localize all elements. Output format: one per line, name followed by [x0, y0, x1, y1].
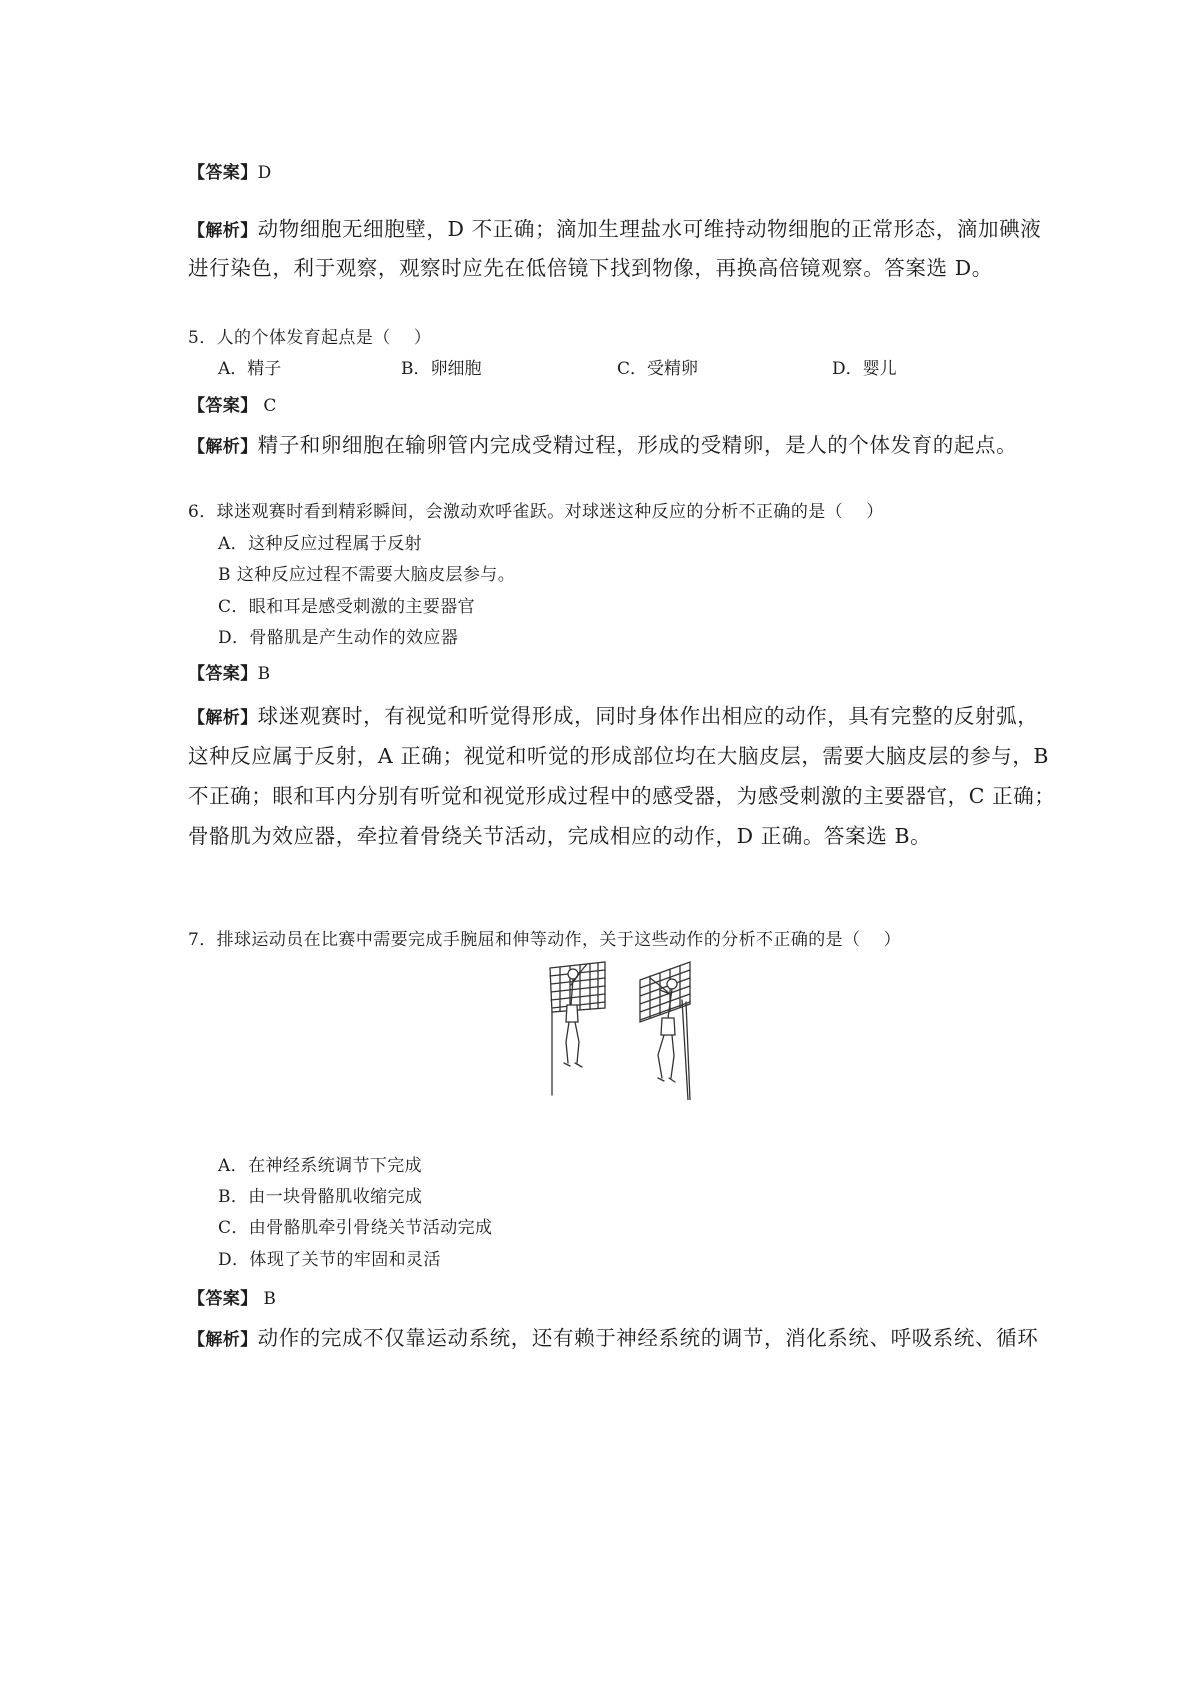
- q6-answer: [188, 659, 271, 684]
- q6-analysis-line-1: [188, 699, 1038, 729]
- q4-analysis-line-1: [188, 212, 1041, 242]
- analysis-tag: 【解析】: [188, 1330, 258, 1350]
- q6-analysis-line-2: 这种反应属于反射，A 正确；视觉和听觉的形成部位均在大脑皮层，需要大脑皮层的参与，B: [188, 744, 1050, 768]
- q5-option-d: D．婴儿: [832, 359, 897, 379]
- answer-value: B: [257, 664, 271, 684]
- q7-answer: [188, 1284, 276, 1309]
- answer-value: B: [257, 1289, 277, 1309]
- answer-tag: 【答案】: [188, 396, 258, 416]
- q6-analysis-line-4: 骨骼肌为效应器，牵拉着骨绕关节活动，完成相应的动作，D 正确。答案选 B。: [188, 824, 932, 848]
- q7-option-a: A．在神经系统调节下完成: [218, 1156, 423, 1176]
- q6-option-a: A．这种反应过程属于反射: [218, 534, 423, 554]
- q5-option-b: B．卵细胞: [401, 359, 482, 379]
- q6-analysis-line-3: 不正确；眼和耳内分别有听觉和视觉形成过程中的感受器，为感受刺激的主要器官，C 正确；: [188, 784, 1056, 808]
- q5-analysis: [188, 428, 1017, 458]
- q7-option-d: D．体现了关节的牢固和灵活: [218, 1250, 441, 1270]
- analysis-text: 动物细胞无细胞壁，D 不正确；滴加生理盐水可维持动物细胞的正常形态，滴加碘液: [257, 217, 1042, 241]
- left-player: [564, 964, 587, 1067]
- q4-analysis-line-2: 进行染色，利于观察，观察时应先在低倍镜下找到物像，再换高倍镜观察。答案选 D。: [188, 256, 993, 280]
- volleyball-players-illustration: [540, 960, 750, 1100]
- q6-option-d: D．骨骼肌是产生动作的效应器: [218, 628, 459, 648]
- answer-value: C: [257, 396, 277, 416]
- q4-answer: [188, 158, 272, 183]
- q5-answer: [188, 391, 277, 416]
- q6-option-b: B 这种反应过程不需要大脑皮层参与。: [218, 565, 516, 585]
- q5-option-a: A．精子: [218, 359, 282, 379]
- q7-option-b: B．由一块骨骼肌收缩完成: [218, 1187, 423, 1207]
- q5-question: 5．人的个体发育起点是（ ）: [188, 328, 432, 348]
- right-player: [650, 978, 677, 1082]
- answer-tag: 【答案】: [188, 664, 258, 684]
- q6-option-c: C．眼和耳是感受刺激的主要器官: [218, 597, 476, 617]
- q7-question: 7．排球运动员在比赛中需要完成手腕屈和伸等动作，关于这些动作的分析不正确的是（ ）: [188, 930, 902, 950]
- left-net: [550, 962, 605, 1095]
- analysis-text: 球迷观赛时，有视觉和听觉得形成，同时身体作出相应的动作，具有完整的反射弧，: [257, 704, 1039, 728]
- analysis-text: 动作的完成不仅靠运动系统，还有赖于神经系统的调节，消化系统、呼吸系统、循环: [257, 1326, 1039, 1350]
- q7-analysis: [188, 1321, 1038, 1351]
- analysis-tag: 【解析】: [188, 708, 258, 728]
- analysis-tag: 【解析】: [188, 221, 258, 241]
- answer-tag: 【答案】: [188, 163, 258, 183]
- analysis-tag: 【解析】: [188, 437, 258, 457]
- q6-question: 6．球迷观赛时看到精彩瞬间，会激动欢呼雀跃。对球迷这种反应的分析不正确的是（ ）: [188, 502, 884, 522]
- q7-option-c: C．由骨骼肌牵引骨绕关节活动完成: [218, 1218, 493, 1238]
- answer-value: D: [257, 163, 272, 183]
- q5-option-c: C．受精卵: [617, 359, 699, 379]
- answer-tag: 【答案】: [188, 1289, 258, 1309]
- analysis-text: 精子和卵细胞在输卵管内完成受精过程，形成的受精卵，是人的个体发育的起点。: [257, 433, 1018, 457]
